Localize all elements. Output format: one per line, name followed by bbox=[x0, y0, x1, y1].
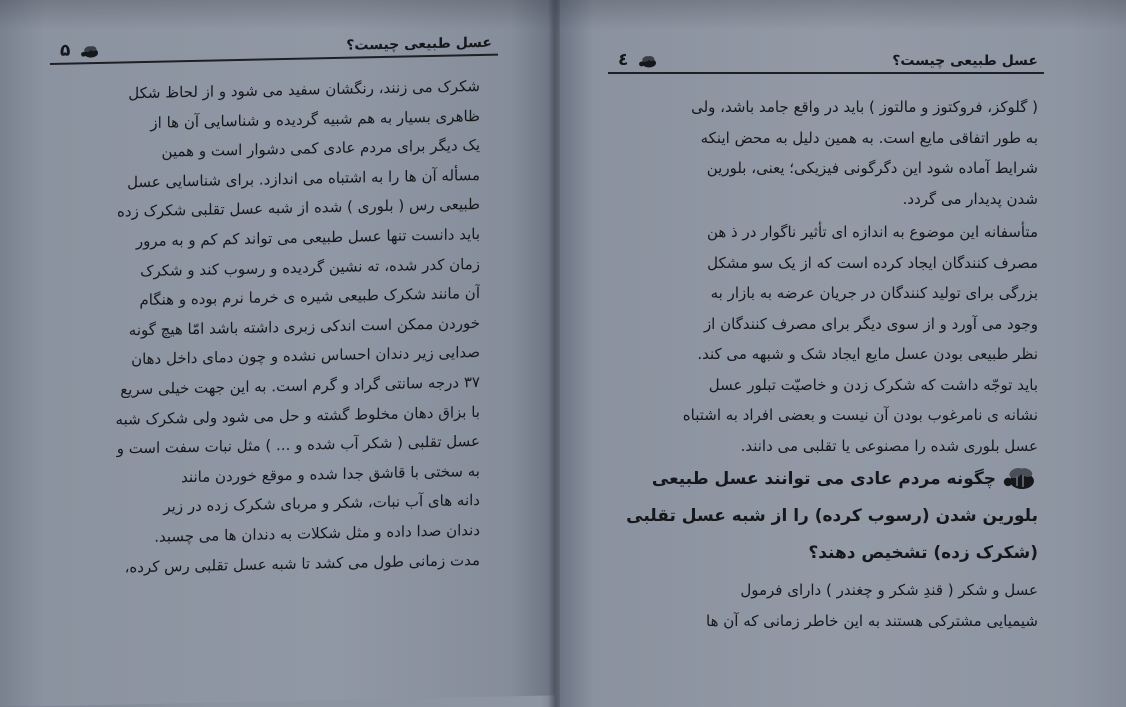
text-line: شکرک می زنند، رنگشان سفید می شود و از لحاظ شکل bbox=[128, 76, 480, 103]
text-line: وجود می آورد و از سوی دیگر برای مصرف کنندگان از bbox=[703, 314, 1038, 333]
text-line: با بزاق دهان مخلوط گشته و حل می شود ولی شکرک شبه bbox=[115, 402, 480, 429]
text-line: شیمیایی مشترکی هستند به این خاطر زمانی که آن ها bbox=[706, 611, 1038, 630]
text-line: ( گلوکز، فروکتوز و مالتوز ) باید در واقع جامد باشد، ولی bbox=[691, 98, 1038, 116]
text-line: بزرگی برای تولید کنندگان در جریان عرضه به بازار به bbox=[710, 284, 1038, 302]
text-line: باید دانست تنها عسل طبیعی می تواند کم کم و به مرور bbox=[135, 224, 480, 251]
question-line: بلورین شدن (رسوب کرده) را از شبه عسل تقلبی bbox=[626, 506, 1038, 526]
right-page bbox=[560, 0, 1126, 707]
text-line: شدن پدیدار می گردد. bbox=[902, 189, 1038, 208]
text-line: ۳۷ درجه سانتی گراد و گرم است. به این جهت خیلی سریع bbox=[120, 372, 480, 399]
left-body-text bbox=[40, 72, 480, 584]
text-line: شرایط آماده شود این دگرگونی فیزیکی؛ یعنی، بلورین bbox=[706, 159, 1038, 177]
text-line: عسل تقلبی ( شکر آب شده و ... ) مثل نبات سفت است و bbox=[116, 432, 480, 458]
text-line: یک دیگر برای مردم عادی کمی دشوار است و همین bbox=[161, 136, 480, 161]
text-line: خوردن ممکن است اندکی زبری داشته باشد امّا هیچ گونه bbox=[128, 313, 480, 340]
text-line: مصرف کنندگان ایجاد کرده است که از یک سو مشکل bbox=[707, 253, 1038, 272]
text-line: باید توجّه داشت که شکرک زدن و خاصیّت تبلور عسل bbox=[708, 375, 1038, 394]
text-line: ظاهری بسیار به هم شبیه گردیده و شناسایی آن ها از bbox=[150, 106, 480, 132]
page-number: ۵ bbox=[60, 40, 71, 61]
text-line: متأسفانه این موضوع به اندازه ای تأثیر ناگوار در ذ هن bbox=[706, 223, 1038, 241]
text-line: زمان کدر شده، ته نشین گردیده و رسوب کند و شکرک bbox=[140, 254, 480, 280]
running-title: عسل طبیعی چیست؟ bbox=[346, 34, 492, 54]
text-line: طبیعی رس ( بلوری ) شده از شبه عسل تقلبی شکرک زده bbox=[117, 195, 480, 221]
text-line: به سختی با قاشق جدا شده و موقع خوردن مانند bbox=[181, 461, 480, 486]
text-line: مسأله آن ها را به اشتباه می اندازد. برای شناسایی عسل bbox=[127, 165, 480, 192]
question-line: (شکرک زده) تشخیص دهند؟ bbox=[808, 543, 1038, 563]
bee-icon bbox=[638, 55, 658, 69]
text-line: مدت زمانی طول می کشد تا شبه عسل تقلبی رس کرده، bbox=[124, 550, 480, 576]
bee-icon bbox=[80, 45, 100, 59]
left-page-header bbox=[50, 24, 498, 65]
question-heading bbox=[618, 461, 1038, 572]
right-page-header bbox=[608, 42, 1044, 74]
text-line: به طور اتفاقی مایع است. به همین دلیل به محض اینکه bbox=[700, 128, 1038, 147]
running-title: عسل طبیعی چیست؟ bbox=[892, 53, 1038, 69]
text-line: نشانه ی نامرغوب بودن آن نیست و بعضی افراد به اشتباه bbox=[682, 406, 1038, 424]
text-line: عسل بلوری شده را مصنوعی یا تقلبی می دانند. bbox=[740, 436, 1038, 455]
page-number: ٤ bbox=[618, 50, 629, 70]
text-line: عسل و شکر ( قندِ شکر و چغندر ) دارای فرمول bbox=[740, 581, 1038, 599]
question-text: چگونه مردم عادی می توانند عسل طبیعی bbox=[651, 469, 996, 489]
text-line: آن مانند شکرک طبیعی شیره ی خرما نرم بوده و هنگام bbox=[139, 284, 480, 310]
right-body-text bbox=[618, 92, 1038, 636]
text-line: صدایی زیر دندان احساس نشده و چون دمای داخل دهان bbox=[131, 343, 480, 369]
left-page bbox=[0, 0, 555, 707]
text-line: دندان صدا داده و مثل شکلات به دندان ها می چسبد. bbox=[154, 520, 480, 546]
bee-icon bbox=[1002, 467, 1038, 491]
question-line bbox=[618, 461, 1038, 498]
text-line: نظر طبیعی بودن عسل مایع ایجاد شک و شبهه می کند. bbox=[697, 345, 1038, 363]
text-line: دانه های آب نبات، شکر و مربای شکرک زده در زیر bbox=[163, 491, 480, 516]
